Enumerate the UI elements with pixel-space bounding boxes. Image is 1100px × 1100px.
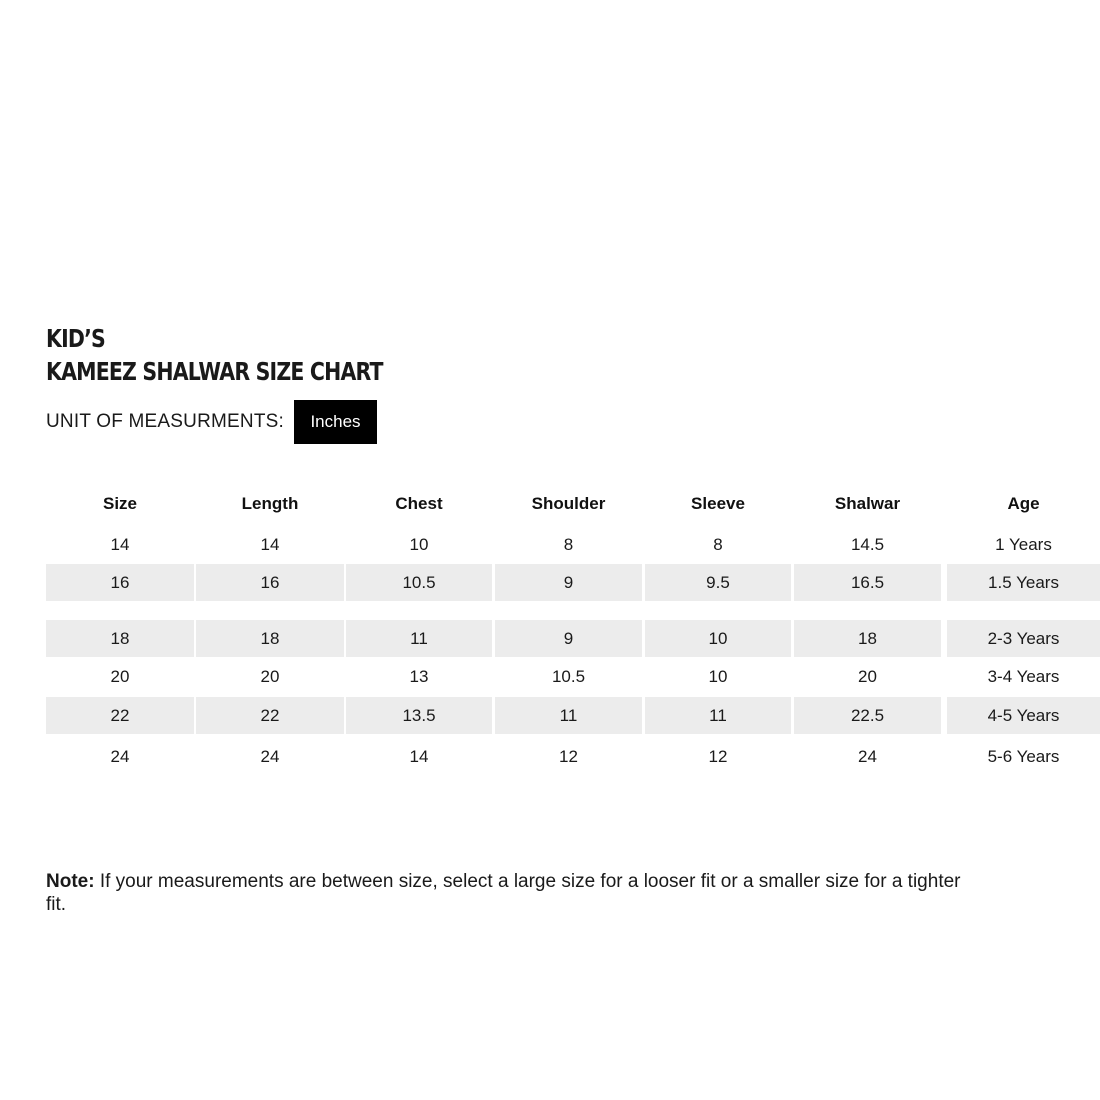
table-cell-shalwar: 14.5	[850, 534, 885, 554]
column-header-size: Size	[102, 494, 138, 513]
table-cell-shalwar: 24	[858, 746, 877, 766]
table-cell-chest: 10	[409, 534, 429, 554]
table-cell-size: 22	[46, 697, 194, 734]
table-cell-length: 18	[196, 620, 344, 657]
column-header-length: Length	[241, 494, 299, 513]
table-cell-chest: 11	[346, 620, 492, 657]
table-cell-shoulder: 11	[495, 697, 642, 734]
table-cell-length: 24	[260, 746, 280, 766]
table-cell-shoulder: 9	[495, 564, 642, 601]
size-chart-title	[46, 322, 457, 388]
table-cell-age: 2-3 Years	[947, 620, 1100, 657]
table-cell-shoulder: 10.5	[551, 666, 586, 686]
table-cell-shalwar: 22.5	[794, 697, 941, 734]
table-cell-length: 16	[196, 564, 344, 601]
table-cell-shalwar: 20	[858, 666, 877, 686]
title-line-1: KID’S	[46, 324, 105, 353]
table-cell-age: 1.5 Years	[947, 564, 1100, 601]
table-cell-sleeve: 10	[645, 620, 791, 657]
table-cell-size: 14	[110, 534, 130, 554]
table-cell-shoulder: 12	[559, 746, 578, 766]
table-cell-chest: 14	[409, 746, 429, 766]
table-cell-size: 24	[110, 746, 130, 766]
unit-label: UNIT OF MEASURMENTS:	[46, 411, 284, 432]
unit-of-measurement	[46, 400, 377, 444]
table-cell-shalwar: 18	[794, 620, 941, 657]
column-header-shoulder: Shoulder	[531, 494, 606, 513]
table-cell-shoulder: 9	[495, 620, 642, 657]
note-text: If your measurements are between size, select a large size for a looser fit or a smaller size for a tighter fit.	[46, 871, 961, 915]
table-cell-length: 14	[260, 534, 280, 554]
table-cell-chest: 10.5	[346, 564, 492, 601]
table-cell-chest: 13	[409, 666, 429, 686]
table-cell-size: 18	[46, 620, 194, 657]
column-header-sleeve: Sleeve	[691, 494, 745, 513]
table-cell-sleeve: 8	[713, 534, 723, 554]
note-label: Note:	[46, 871, 95, 892]
table-cell-chest: 13.5	[346, 697, 492, 734]
column-header-shalwar: Shalwar	[834, 494, 901, 513]
title-line-2: KAMEEZ SHALWAR SIZE CHART	[46, 357, 383, 386]
note	[46, 870, 966, 916]
column-header-chest: Chest	[395, 494, 443, 513]
table-cell-age: 5-6 Years	[987, 746, 1060, 766]
table-cell-length: 20	[260, 666, 280, 686]
table-cell-sleeve: 9.5	[645, 564, 791, 601]
table-cell-sleeve: 12	[708, 746, 728, 766]
table-cell-age: 1 Years	[995, 534, 1052, 554]
table-cell-sleeve: 10	[708, 666, 728, 686]
table-cell-shoulder: 8	[563, 534, 574, 554]
table-cell-sleeve: 11	[645, 697, 791, 734]
column-header-age: Age	[1007, 494, 1040, 513]
table-cell-size: 16	[46, 564, 194, 601]
table-cell-shalwar: 16.5	[794, 564, 941, 601]
table-cell-age: 4-5 Years	[947, 697, 1100, 734]
table-cell-size: 20	[110, 666, 130, 686]
table-cell-length: 22	[196, 697, 344, 734]
table-cell-age: 3-4 Years	[987, 666, 1060, 686]
unit-badge: Inches	[294, 400, 377, 444]
